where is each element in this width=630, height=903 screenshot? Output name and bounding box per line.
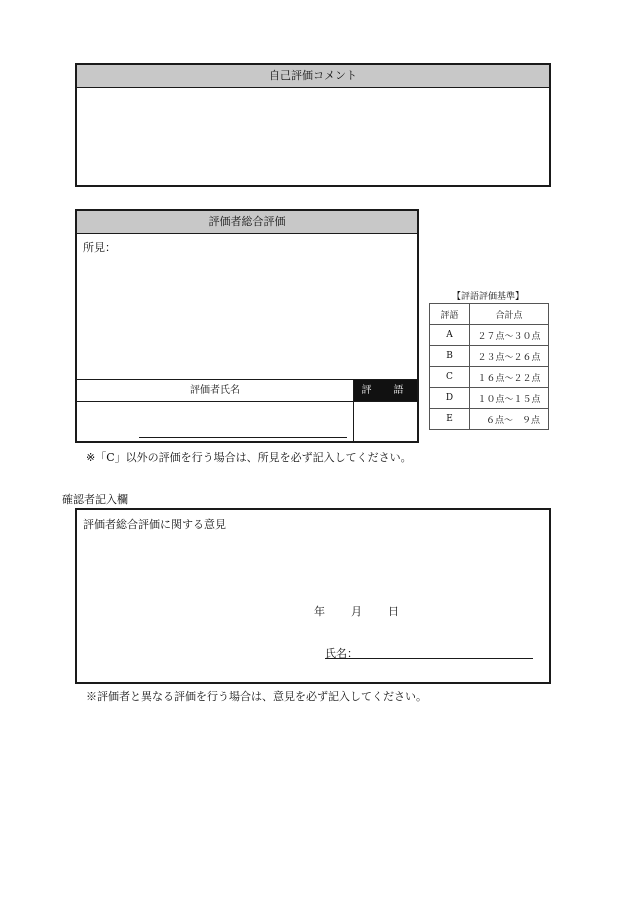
self-evaluation-header: 自己評価コメント [77,65,549,88]
year-label: 年 [314,605,325,618]
confirmer-opinion-label: 評価者総合評価に関する意見 [83,518,226,531]
confirmer-section-title: 確認者記入欄 [62,493,128,506]
confirmer-box [75,508,551,684]
table-row [430,409,549,430]
column-header: 合計点 [470,304,549,325]
confirmer-note: ※評価者と異なる評価を行う場合は、意見を必ず記入してください。 [86,690,427,703]
table-row [430,346,549,367]
table-header-row [430,304,549,325]
confirmer-signature-line [325,658,533,659]
date-field [314,603,399,619]
range-cell: ２７点～３０点 [470,325,549,346]
self-evaluation-box [75,63,551,187]
range-cell: ６点～ ９点 [470,409,549,430]
range-cell: １６点～２２点 [470,367,549,388]
grade-cell: A [430,325,470,346]
evaluator-note: ※「C」以外の評価を行う場合は、所見を必ず記入してください。 [86,451,412,464]
table-row [430,325,549,346]
range-cell: ２３点～２６点 [470,346,549,367]
evaluator-overall-header: 評価者総合評価 [77,211,417,234]
grade-criteria-title: 【評語評価基準】 [452,292,525,302]
divider [77,401,417,402]
table-row [430,367,549,388]
grade-cell: E [430,409,470,430]
column-header: 評語 [430,304,470,325]
confirmer-name-label: 氏名： [325,647,358,660]
opinion-label: 所見： [83,241,116,254]
evaluator-overall-box [75,209,419,443]
grade-cell: D [430,388,470,409]
grade-criteria-table [429,303,549,430]
grade-header: 評 語 [354,380,417,401]
grade-cell: C [430,367,470,388]
evaluator-name-header: 評価者氏名 [190,385,240,396]
evaluator-signature-line [139,437,347,438]
table-row [430,388,549,409]
grade-cell: B [430,346,470,367]
day-label: 日 [388,605,399,618]
month-label: 月 [351,605,362,618]
range-cell: １０点～１５点 [470,388,549,409]
